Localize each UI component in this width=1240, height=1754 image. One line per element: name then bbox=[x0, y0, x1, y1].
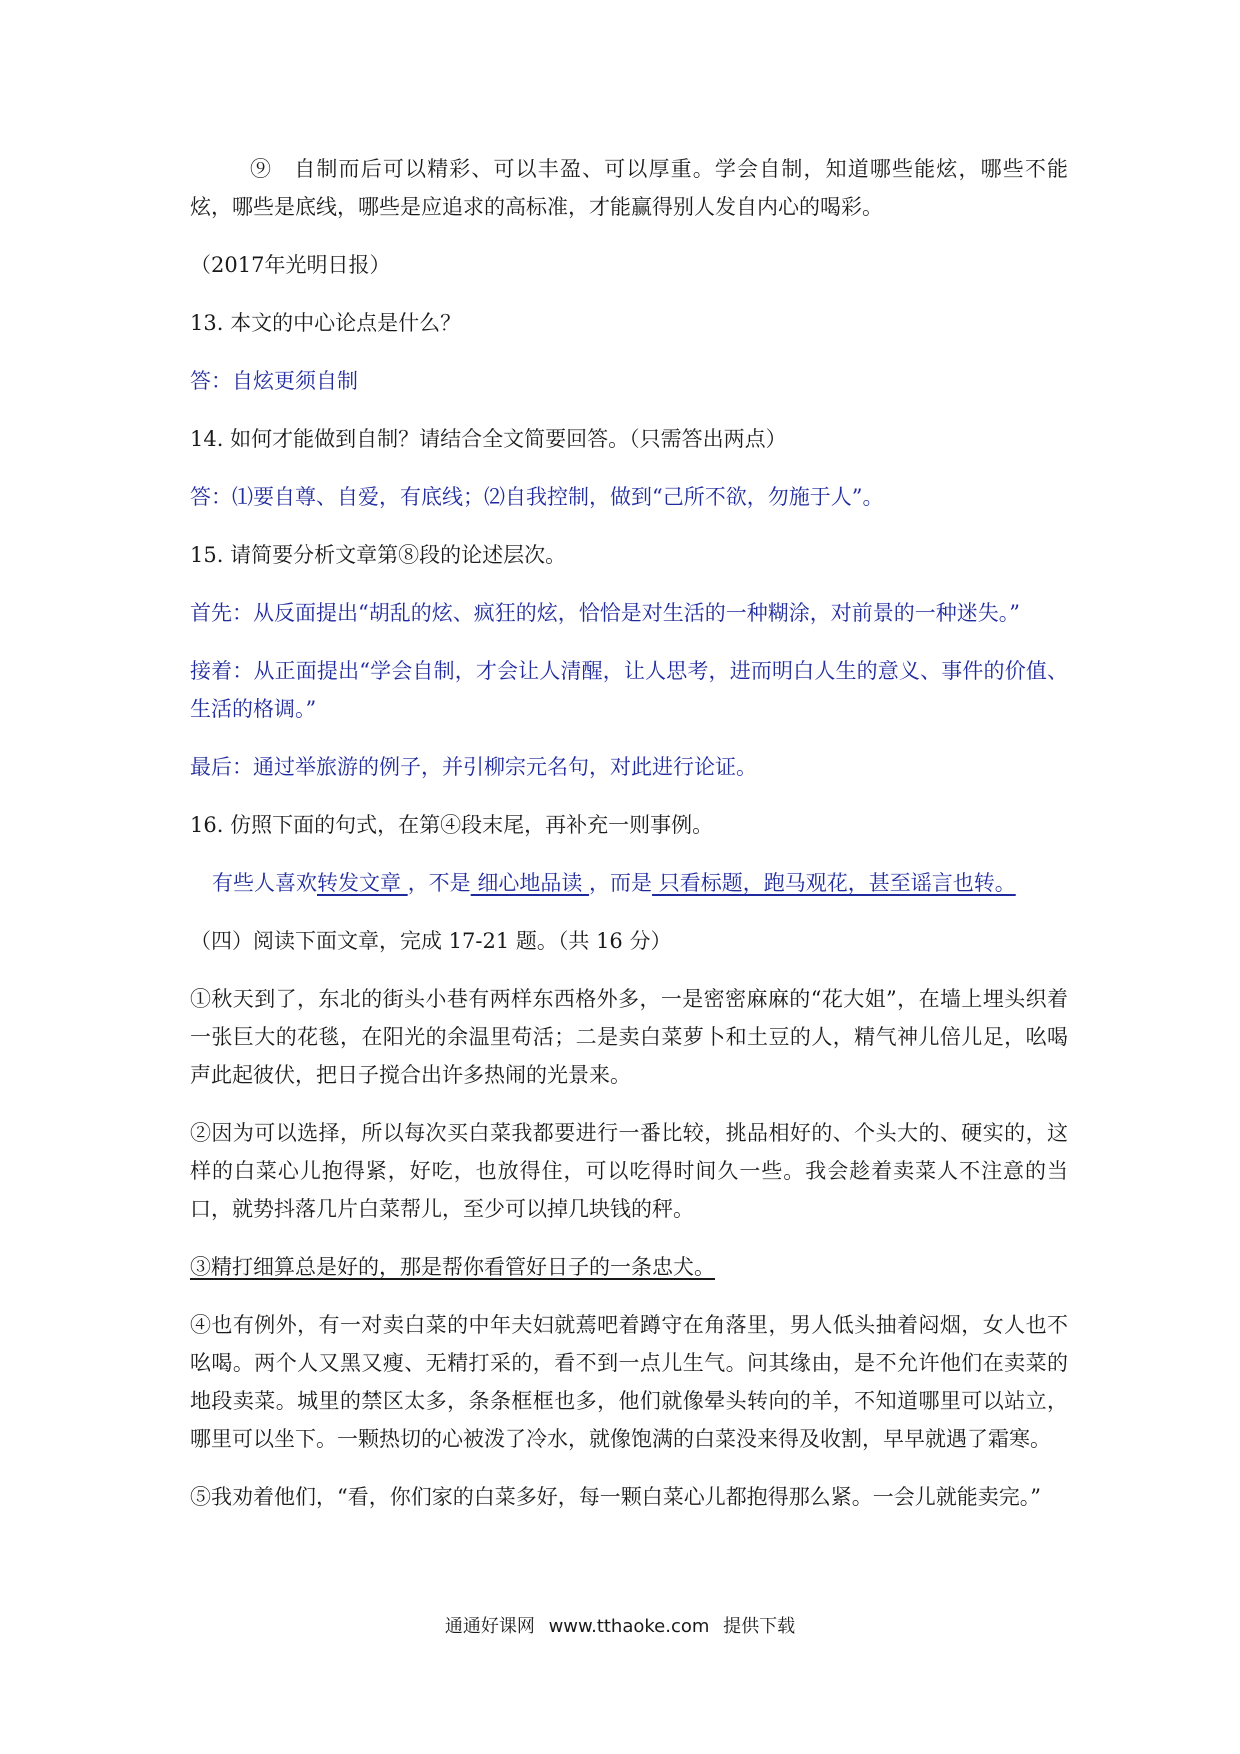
story-paragraph-5: ⑤我劝着他们，“看，你们家的白菜多好，每一颗白菜心儿都抱得那么紧。一会儿就能卖完。” bbox=[190, 1485, 1041, 1509]
footer-site-name: 通通好课网 bbox=[444, 1616, 535, 1637]
example-part-3: ，而是 bbox=[589, 871, 653, 895]
story-paragraph-4: ④也有例外，有一对卖白菜的中年夫妇就蔫吧着蹲守在角落里，男人低头抽着闷烟，女人也不吆喝。两个人又黑又瘦、无精打采的，看不到一点儿生气。问其缘由，是不允许他们在卖菜的地段卖菜。城里的禁区太多，条条框框也多，他们就像晕头转向的羊，不知道哪里可以站立，哪里可以坐下。一颗热切的心被泼了冷水，就像饱满的白菜没来得及收割，早早就遇了霜寒。 bbox=[190, 1313, 1068, 1451]
question-16: 16. 仿照下面的句式，在第④段末尾，再补充一则事例。 bbox=[190, 813, 714, 837]
footer-url: www.tthaoke.com bbox=[548, 1616, 710, 1637]
story-paragraph-2: ②因为可以选择，所以每次买白菜我都要进行一番比较，挑品相好的、个头大的、硬实的，这样的白菜心儿抱得紧，好吃，也放得住，可以吃得时间久一些。我会趁着卖菜人不注意的当口，就势抖落几片白菜帮儿，至少可以掉几块钱的秤。 bbox=[190, 1121, 1068, 1221]
story-paragraph-1: ①秋天到了，东北的街头小巷有两样东西格外多，一是密密麻麻的“花大姐”，在墙上埋头织着一张巨大的花毯，在阳光的余温里苟活；二是卖白菜萝卜和土豆的人，精气神儿倍儿足，吆喝声此起彼伏，把日子搅合出许多热闹的光景来。 bbox=[190, 987, 1068, 1087]
example-part-2: ，不是 bbox=[407, 871, 471, 895]
question-15: 15. 请简要分析文章第⑧段的论述层次。 bbox=[190, 543, 567, 567]
question-14: 14. 如何才能做到自制？请结合全文简要回答。（只需答出两点） bbox=[190, 427, 787, 451]
answer-16-example bbox=[190, 864, 1068, 902]
answer-15-first: 首先：从反面提出“胡乱的炫、疯狂的炫，恰恰是对生活的一种糊涂，对前景的一种迷失。” bbox=[190, 601, 1020, 625]
answer-15-next: 接着：从正面提出“学会自制，才会让人清醒，让人思考，进而明白人生的意义、事件的价值、生活的格调。” bbox=[190, 659, 1068, 721]
paragraph-9: ⑨ 自制而后可以精彩、可以丰盈、可以厚重。学会自制，知道哪些能炫，哪些不能炫，哪些是底线，哪些是应追求的高标准，才能赢得别人发自内心的喝彩。 bbox=[190, 157, 1068, 219]
underlined-sentence: ③精打细算总是好的，那是帮你看管好日子的一条忠犬。 bbox=[190, 1255, 715, 1279]
source-citation: （2017年光明日报） bbox=[190, 253, 391, 277]
example-part-1: 有些人喜欢 bbox=[212, 871, 317, 895]
page-footer bbox=[0, 1612, 1240, 1638]
document-page bbox=[190, 150, 1068, 1516]
story-paragraph-3 bbox=[190, 1248, 1068, 1286]
example-blank-3: 只看标题，跑马观花，甚至谣言也转。 bbox=[652, 871, 1016, 895]
example-blank-1: 转发文章 bbox=[317, 871, 408, 895]
example-blank-2: 细心地品读 bbox=[470, 871, 590, 895]
footer-tail: 提供下载 bbox=[723, 1616, 796, 1637]
answer-13: 答：自炫更须自制 bbox=[190, 369, 358, 393]
question-13: 13. 本文的中心论点是什么？ bbox=[190, 311, 462, 335]
answer-15-last: 最后：通过举旅游的例子，并引柳宗元名句，对此进行论证。 bbox=[190, 755, 757, 779]
answer-14: 答：⑴要自尊、自爱，有底线；⑵自我控制，做到“己所不欲，勿施于人”。 bbox=[190, 485, 884, 509]
section-4-heading: （四）阅读下面文章，完成 17-21 题。（共 16 分） bbox=[190, 929, 672, 953]
